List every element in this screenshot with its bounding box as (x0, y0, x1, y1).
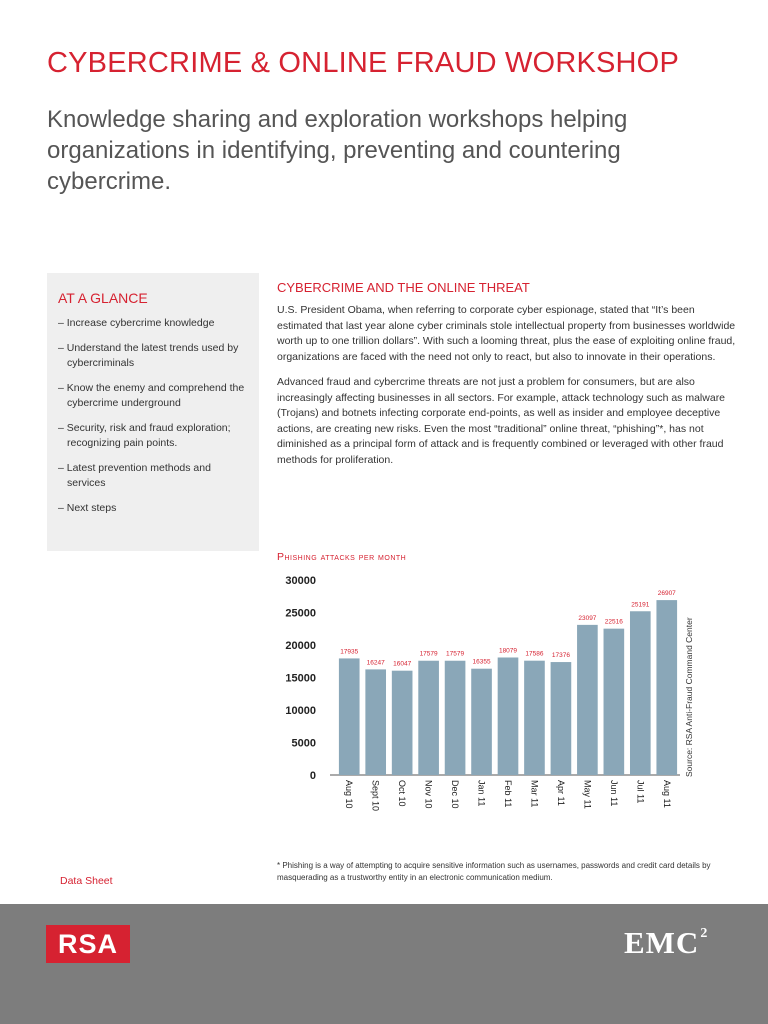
x-tick-label: Feb 11 (503, 780, 513, 808)
list-item: – Understand the latest trends used by cybercriminals (58, 342, 239, 369)
bar (498, 657, 519, 775)
chart-title: Phishing attacks per month (277, 551, 407, 563)
data-label: 16047 (393, 660, 412, 668)
list-item: – Latest prevention methods and services (58, 462, 211, 489)
x-tick-label: Sept 10 (370, 780, 381, 812)
emc-logo-text: EMC (624, 925, 700, 960)
y-tick-label: 25000 (285, 607, 316, 620)
x-tick-label: Nov 10 (423, 780, 434, 809)
x-tick-label: Jun 11 (608, 780, 619, 807)
footnote: * Phishing is a way of attempting to acquire sensitive information such as usernames, passwords and credit card details by masquerading as a trustworthy entity in an electronic communication medium. (277, 861, 711, 882)
x-tick-label: Dec 10 (450, 780, 461, 809)
y-tick-label: 15000 (285, 672, 316, 685)
chart-source (684, 617, 698, 777)
list-item: – Know the enemy and comprehend the cybercrime underground (58, 382, 245, 409)
x-tick-label: Jan 11 (476, 780, 487, 807)
bar (551, 662, 572, 775)
list-item: – Increase cybercrime knowledge (58, 317, 215, 329)
bar (339, 658, 360, 775)
y-tick-label: 5000 (291, 737, 316, 750)
x-tick-label: Jul 11 (635, 780, 646, 804)
bar (630, 611, 651, 775)
main-content (277, 280, 739, 478)
y-tick-label: 30000 (285, 575, 316, 587)
x-tick-label: Aug 11 (661, 780, 672, 808)
emc-logo-superscript: 2 (700, 926, 709, 941)
y-tick-label: 20000 (285, 640, 316, 652)
bar (604, 629, 625, 775)
section-title: CYBERCRIME AND THE ONLINE THREAT (277, 280, 530, 295)
data-label: 17579 (419, 650, 438, 658)
bar (418, 661, 439, 775)
bar (392, 671, 413, 775)
at-a-glance-panel (47, 273, 259, 551)
data-label: 26907 (657, 590, 676, 598)
data-label: 22516 (604, 618, 623, 626)
data-label: 16247 (366, 659, 385, 667)
page-subtitle: Knowledge sharing and exploration workshops helping organizations in identifying, preventing and countering cybercrime. (47, 106, 628, 195)
rsa-logo: RSA (46, 925, 130, 963)
bar (365, 669, 386, 775)
data-label: 17376 (551, 652, 570, 660)
y-tick-label: 0 (309, 770, 316, 782)
data-label: 23097 (578, 614, 597, 622)
bar (656, 600, 677, 775)
at-a-glance-list (58, 316, 249, 516)
x-tick-label: Aug 10 (344, 780, 355, 809)
phishing-bar-chart (260, 565, 690, 825)
at-a-glance-title: AT A GLANCE (58, 290, 148, 306)
bar (445, 661, 466, 775)
x-tick-label: Oct 10 (397, 780, 408, 807)
body-paragraph: Advanced fraud and cybercrime threats are not just a problem for consumers, but are also increasingly affecting businesses in all sectors. For example, attack technology such as malware (Trojans) and botnets infecting corporate end-points, as well as insider and employee deceptive actions, are creating new risks. Even the most “traditional” online threat, “phishing”*, has not diminished as a principal form of attack and is frequently combined or leveraged with other fraud methods for proliferation. (277, 376, 726, 466)
x-tick-label: May 11 (582, 780, 593, 809)
y-tick-label: 10000 (285, 705, 316, 717)
data-label: 17586 (525, 650, 544, 658)
bar (471, 669, 492, 775)
data-label: 17935 (340, 648, 359, 656)
footer-bar (0, 904, 768, 1024)
list-item: – Next steps (58, 502, 117, 514)
list-item: – Security, risk and fraud exploration; recognizing pain points. (58, 422, 231, 449)
x-tick-label: Mar 11 (529, 780, 540, 808)
data-label: 17579 (446, 650, 465, 658)
data-label: 25191 (631, 601, 650, 609)
page-title: CYBERCRIME & ONLINE FRAUD WORKSHOP (47, 47, 679, 79)
document-type-label: Data Sheet (60, 875, 113, 887)
body-paragraph: U.S. President Obama, when referring to corporate cyber espionage, stated that “It’s been estimated that last year alone cyber criminals stole intellectual property from businesses worldwide worth up to one trillion dollars”. With such a looming threat, plus the ease of exploiting online fraud, organizations are faced with the need not only to react, but also to innovate in their operations. (277, 304, 736, 363)
bar (577, 625, 598, 775)
emc-logo (624, 925, 708, 961)
data-label: 16355 (472, 658, 491, 666)
x-tick-label: Apr 11 (555, 780, 566, 806)
chart-source-label: Source: RSA Anti-Fraud Command Center (684, 617, 694, 777)
data-label: 18079 (498, 647, 518, 655)
bar (524, 661, 545, 775)
